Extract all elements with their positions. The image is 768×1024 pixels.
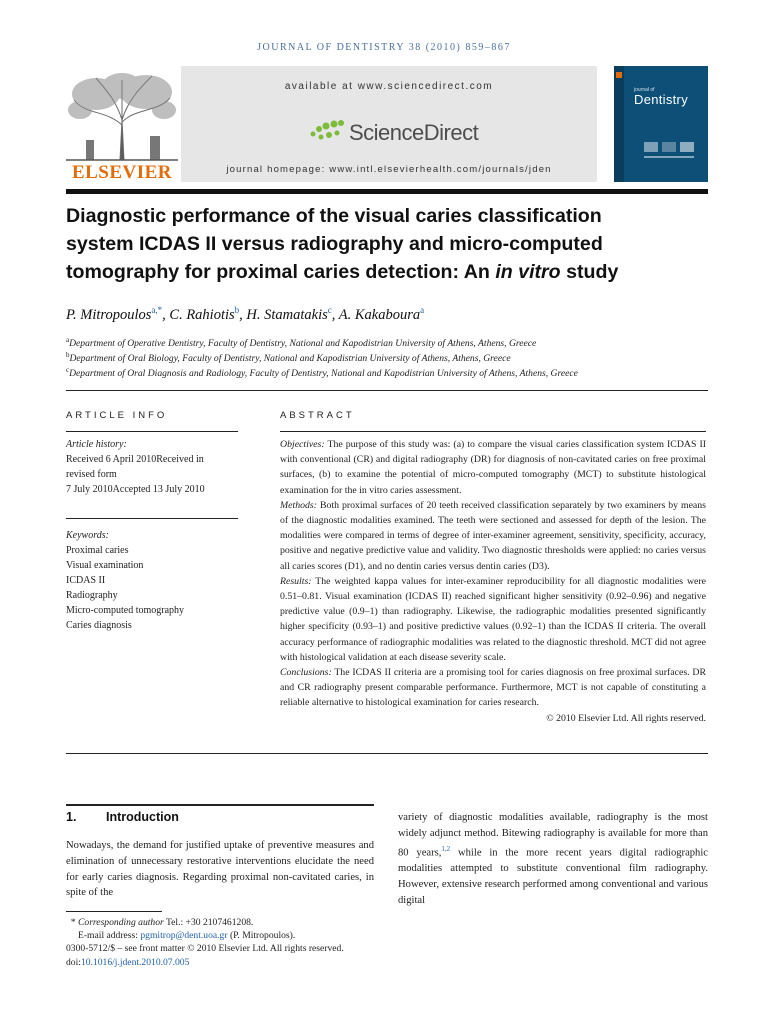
title-line-3	[66, 258, 716, 286]
affiliation	[66, 366, 726, 379]
abstract-rule	[280, 431, 706, 432]
author-affil-sup[interactable]: c	[327, 305, 332, 315]
cover-art-icon	[614, 66, 708, 182]
corresponding-author-note: * Corresponding author Tel.: +30 2107461208.	[66, 917, 254, 928]
history-line: 7 July 2010Accepted 13 July 2010	[66, 484, 205, 495]
doi-label: doi:	[66, 956, 81, 968]
issn-line: 0300-5712/$ – see front matter © 2010 Elsevier Ltd. All rights reserved.	[66, 943, 344, 955]
affiliation-marker: a	[66, 336, 70, 344]
author-name[interactable]: H. Stamatakis	[246, 306, 328, 323]
affiliation-text: Department of Operative Dentistry, Faculty of Dentistry, National and Kapodistrian University of Athens, Athens, Greece	[69, 338, 537, 350]
keywords-label: Keywords:	[66, 530, 109, 541]
intro-rule	[66, 804, 374, 806]
author-name[interactable]: P. Mitropoulos	[66, 306, 152, 323]
keywords-block	[66, 528, 242, 633]
email-owner: (P. Mitropoulos).	[229, 930, 296, 942]
affiliation	[66, 351, 726, 364]
email-note	[66, 929, 446, 942]
cover-journal-name: Dentistry	[634, 92, 688, 107]
keyword: Radiography	[66, 590, 118, 601]
keyword: Micro-computed tomography	[66, 605, 185, 616]
footnote-rule	[66, 911, 162, 912]
sciencedirect-logo[interactable]	[309, 118, 479, 148]
section-title: Introduction	[106, 810, 179, 824]
results-label: Results:	[280, 575, 312, 587]
intro-left-column: Nowadays, the demand for justified uptake of preventive measures and elimination of unnecessary restorative interventions elucidate the need for early caries diagnosis. Regarding proximal non-cavitated caries, in spite of the	[66, 840, 374, 899]
methods-label: Methods:	[280, 499, 318, 511]
conclusions-label: Conclusions:	[280, 667, 332, 679]
abstract-body	[280, 437, 706, 726]
journal-citation: JOURNAL OF DENTISTRY 38 (2010) 859–867	[257, 42, 511, 53]
keywords-rule	[66, 518, 238, 519]
article-history	[66, 437, 242, 497]
affiliation-marker: b	[66, 351, 70, 359]
section-rule	[66, 390, 708, 391]
keyword: Proximal caries	[66, 545, 129, 556]
results-text: The weighted kappa values for inter-examiner reproducibility for all diagnostic modalities were 0.51–0.81. Visual examination (ICDAS II) reached significant higher sensitivity (0.92–0.96) and negative predictive value (0.9–1) than radiography. Likewise, the radiographic modalities presented significantly higher specificity (0.93–1) and positive predictive values (0.92–1) than the ICDAS II criteria. The overall accuracy performance of radiographic modalities was related to the diagnostic threshold. MCT did not agree with histological validation at each disease severity scale.	[280, 575, 706, 663]
author-affil-sup[interactable]: a,*	[151, 305, 163, 315]
article-title	[66, 202, 716, 286]
history-line: revised form	[66, 469, 117, 480]
title-line-1: Diagnostic performance of the visual caries classification	[66, 205, 602, 227]
affiliation-marker: c	[66, 366, 70, 374]
article-info-rule	[66, 431, 238, 432]
tree-logo-icon	[66, 70, 178, 162]
section-number: 1.	[66, 810, 77, 824]
abstract-methods	[280, 498, 706, 574]
author-affil-sup[interactable]: a	[420, 305, 425, 315]
cover-small-text: journal of	[634, 87, 655, 93]
title-italic: in vitro	[495, 261, 561, 283]
abstract-end-rule	[66, 753, 708, 754]
keyword: Caries diagnosis	[66, 620, 132, 631]
author-list: P. Mitropoulos$^{a,*}$, C. Rahiotis$^b$, H. Stamatakis$^c$, A. Kakaboura$^a$	[66, 305, 425, 323]
keyword: ICDAS II	[66, 575, 106, 586]
abstract-results	[280, 574, 706, 665]
intro-right-text: variety of diagnostic modalities available, radiography is the most widely adjunct method. Bitewing radiography is available for more than 80 years,	[398, 812, 708, 859]
objectives-label: Objectives:	[280, 439, 325, 450]
objectives-text: The purpose of this study was: (a) to compare the visual caries classification system ICDAS II with conventional (CR) and digital radiography (DR) for diagnosis of non-cavitated caries on free proximal surfaces, (b) to examine the potential of micro-computed tomography (MCT) to substitute histological examination for the in vitro caries assessment.	[280, 439, 706, 496]
doi-link[interactable]: 10.1016/j.jdent.2010.07.005	[80, 956, 190, 968]
abstract-conclusions	[280, 665, 706, 711]
reference-link[interactable]: 1,2	[441, 844, 451, 853]
intro-heading	[66, 810, 179, 824]
abstract-heading: ABSTRACT	[280, 410, 355, 421]
sciencedirect-banner	[181, 66, 597, 182]
journal-cover[interactable]	[614, 66, 708, 182]
doi-line	[66, 956, 446, 969]
intro-right-text-end: while in the more recent years digital radiographic modalities attempted to substitute conventional film radiography. However, extensive research performed among conventional and various digital	[398, 847, 709, 906]
title-line-3-text: tomography for proximal caries detection: An	[66, 261, 496, 283]
history-label: Article history:	[66, 439, 127, 450]
elsevier-logo[interactable]	[66, 70, 178, 184]
history-line: Received 6 April 2010Received in	[66, 454, 204, 465]
article-info-heading: ARTICLE INFO	[66, 410, 168, 421]
header-rule	[66, 189, 708, 194]
publisher-name: ELSEVIER	[71, 162, 173, 183]
email-link[interactable]: pgmitrop@dent.uoa.gr	[140, 930, 228, 942]
footnotes	[66, 916, 446, 969]
affiliation-text: Department of Oral Diagnosis and Radiology, Faculty of Dentistry, National and Kapodistrian University of Athens, Athens, Greece	[69, 368, 578, 380]
sciencedirect-dots-icon	[309, 118, 345, 144]
author-name[interactable]: C. Rahiotis	[169, 306, 235, 323]
corresponding-label: Corresponding author	[78, 917, 164, 928]
keyword: Visual examination	[66, 560, 144, 571]
affiliation	[66, 336, 726, 349]
journal-homepage-link[interactable]: journal homepage: www.intl.elsevierhealth.com/journals/jden	[226, 164, 552, 175]
sciencedirect-wordmark: ScienceDirect	[349, 120, 479, 145]
availability-link[interactable]: available at www.sciencedirect.com	[284, 81, 494, 92]
author-affil-sup[interactable]: b	[234, 305, 240, 315]
affiliation-text: Department of Oral Biology, Faculty of Dentistry, National and Kapodistrian University of Athens, Athens, Greece	[69, 353, 511, 365]
methods-text: Both proximal surfaces of 20 teeth received classification separately by two examiners by means of the diagnostic modalities examined. The teeth were sectioned and assessed for depth of the lesion. The modalities were compared in terms of degree of inter-examiner agreement, sensitivity, specificity, accuracy, positive and negative predictive value and validity. Two diagnostic thresholds were applied: no caries versus all caries scores (D1), and no dentin caries versus dentin caries (D3).	[280, 499, 706, 572]
email-label: E-mail address:	[78, 930, 138, 942]
telephone: Tel.: +30 2107461208.	[165, 917, 254, 928]
intro-right-column	[398, 810, 708, 908]
abstract-objectives	[280, 437, 706, 498]
author-name[interactable]: A. Kakaboura	[338, 306, 421, 323]
abstract-copyright: © 2010 Elsevier Ltd. All rights reserved.	[546, 712, 706, 724]
title-line-3-end: study	[560, 261, 619, 283]
conclusions-text: The ICDAS II criteria are a promising tool for caries diagnosis on free proximal surfaces. DR and CR radiography present comparable performance. Furthermore, MCT is not capable of constituting a reliable alternative to histological examination for caries research.	[280, 667, 706, 709]
title-line-2: system ICDAS II versus radiography and micro-computed	[66, 233, 603, 255]
